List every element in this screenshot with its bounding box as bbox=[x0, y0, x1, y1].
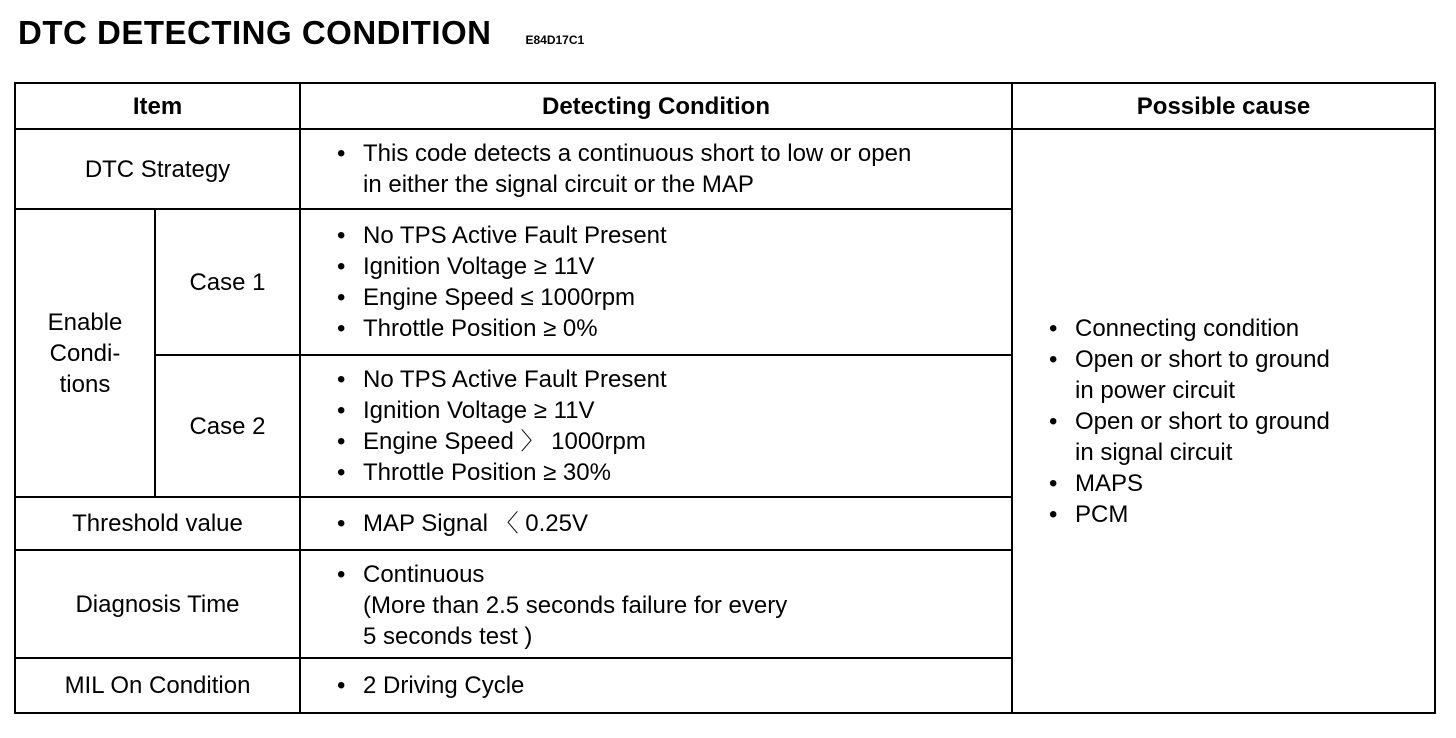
cause-4: • MAPS bbox=[1049, 468, 1330, 499]
threshold-value: • MAP Signal 〈 0.25V bbox=[337, 508, 588, 539]
case-2-condition-4: • Throttle Position ≥ 30% bbox=[337, 457, 667, 488]
document-code: E84D17C1 bbox=[525, 33, 585, 47]
cause-3: • Open or short to ground in signal circuit bbox=[1049, 406, 1330, 468]
header-detecting-condition: Detecting Condition bbox=[301, 84, 1013, 130]
dtc-condition-table bbox=[14, 82, 1436, 714]
case-1-conditions bbox=[301, 210, 1013, 356]
page-heading bbox=[18, 14, 584, 52]
enable-conditions-line-1: Enable bbox=[47, 308, 123, 336]
case-2-condition-1: • No TPS Active Fault Present bbox=[337, 364, 667, 395]
diagnosis-time-value: • Continuous bbox=[337, 559, 1011, 590]
case-2-conditions bbox=[301, 356, 1013, 498]
dtc-strategy-line-1: • This code detects a continuous short to low or open bbox=[337, 138, 911, 169]
enable-conditions-line-3: tions bbox=[59, 370, 111, 398]
dtc-strategy-cell bbox=[301, 130, 1013, 210]
case-1-condition-3: • Engine Speed ≤ 1000rpm bbox=[337, 282, 667, 313]
diagnosis-time-note-1: (More than 2.5 seconds failure for every bbox=[363, 592, 788, 619]
case-1-condition-2: • Ignition Voltage ≥ 11V bbox=[337, 251, 667, 282]
cause-1: • Connecting condition bbox=[1049, 313, 1330, 344]
case-1-condition-1: • No TPS Active Fault Present bbox=[337, 220, 667, 251]
enable-conditions-label bbox=[16, 210, 156, 498]
enable-conditions-line-2: Condi- bbox=[49, 339, 121, 367]
case-1-condition-4: • Throttle Position ≥ 0% bbox=[337, 313, 667, 344]
dtc-strategy-label: DTC Strategy bbox=[16, 130, 301, 210]
case-1-label: Case 1 bbox=[156, 210, 301, 356]
dtc-strategy-line-2: in either the signal circuit or the MAP bbox=[363, 171, 754, 198]
page-title: DTC DETECTING CONDITION bbox=[18, 14, 492, 51]
mil-on-condition-cell bbox=[301, 659, 1013, 712]
cause-5: • PCM bbox=[1049, 499, 1330, 530]
case-2-condition-2: • Ignition Voltage ≥ 11V bbox=[337, 395, 667, 426]
threshold-cell bbox=[301, 498, 1013, 551]
case-2-label: Case 2 bbox=[156, 356, 301, 498]
header-possible-cause: Possible cause bbox=[1013, 84, 1434, 130]
possible-causes-cell bbox=[1013, 130, 1434, 712]
diagnosis-time-cell bbox=[301, 551, 1013, 659]
case-2-condition-3: • Engine Speed 〉 1000rpm bbox=[337, 426, 667, 457]
mil-on-condition-label: MIL On Condition bbox=[16, 659, 301, 712]
diagnosis-time-note-2: 5 seconds test ) bbox=[363, 623, 533, 650]
threshold-label: Threshold value bbox=[16, 498, 301, 551]
diagnosis-time-label: Diagnosis Time bbox=[16, 551, 301, 659]
cause-2: • Open or short to ground in power circuit bbox=[1049, 344, 1330, 406]
mil-on-condition-value: • 2 Driving Cycle bbox=[337, 670, 524, 701]
header-item: Item bbox=[16, 84, 301, 130]
